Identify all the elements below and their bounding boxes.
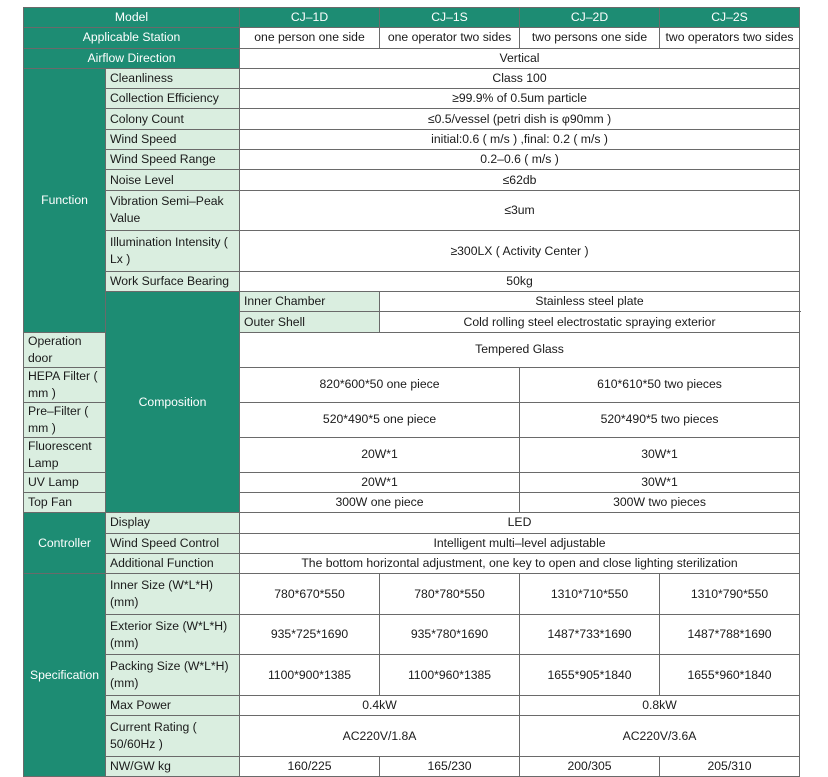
row-value: ≥99.9% of 0.5um particle: [240, 89, 800, 109]
airflow-row: [24, 48, 800, 68]
applicable-station-row: [24, 28, 800, 48]
row-value: 935*780*1690: [380, 614, 520, 655]
table-row: [24, 170, 800, 190]
row-value: 1100*900*1385: [240, 655, 380, 696]
row-value: 300W one piece: [240, 493, 520, 513]
row-label: Max Power: [106, 696, 240, 716]
spec-table: [23, 7, 800, 777]
group-function: Function: [24, 68, 106, 332]
group-specification: Specification: [24, 574, 106, 777]
row-value: 0.8kW: [520, 696, 800, 716]
row-label: NW/GW kg: [106, 756, 240, 776]
row-value: 30W*1: [520, 437, 800, 472]
row-label: Colony Count: [106, 109, 240, 129]
row-label: Exterior Size (W*L*H)(mm): [106, 614, 240, 655]
row-label: Wind Speed: [106, 129, 240, 149]
applicable-station-value: one operator two sides: [380, 28, 520, 48]
row-value: 780*780*550: [380, 574, 520, 615]
row-label: HEPA Filter ( mm ): [24, 367, 106, 402]
row-label: Outer Shell: [240, 312, 380, 332]
row-label: Pre–Filter ( mm ): [24, 402, 106, 437]
row-value: 165/230: [380, 756, 520, 776]
row-value: 1487*733*1690: [520, 614, 660, 655]
row-label: Collection Efficiency: [106, 89, 240, 109]
row-value: 0.2–0.6 ( m/s ): [240, 150, 800, 170]
row-value: 300W two pieces: [520, 493, 800, 513]
row-value: 20W*1: [240, 437, 520, 472]
row-value: initial:0.6 ( m/s ) ,final: 0.2 ( m/s ): [240, 129, 800, 149]
row-value: 610*610*50 two pieces: [520, 367, 800, 402]
row-value: 205/310: [660, 756, 800, 776]
table-row: [24, 716, 800, 757]
row-label: Vibration Semi–Peak Value: [106, 190, 240, 231]
row-value: 0.4kW: [240, 696, 520, 716]
applicable-station-value: two operators two sides: [660, 28, 800, 48]
model-cj-2d: CJ–2D: [520, 8, 660, 28]
row-label: Cleanliness: [106, 68, 240, 88]
row-value: ≤62db: [240, 170, 800, 190]
applicable-station-value: one person one side: [240, 28, 380, 48]
row-value: 30W*1: [520, 472, 800, 492]
row-label: Noise Level: [106, 170, 240, 190]
table-row: [24, 231, 800, 272]
row-value: 780*670*550: [240, 574, 380, 615]
table-row: [24, 553, 800, 573]
row-label: Fluorescent Lamp: [24, 437, 106, 472]
row-value: AC220V/1.8A: [240, 716, 520, 757]
row-value: 160/225: [240, 756, 380, 776]
group-controller: Controller: [24, 513, 106, 574]
row-label: Display: [106, 513, 240, 533]
table-row: [24, 68, 800, 88]
row-value: Cold rolling steel electrostatic spraying exterior: [380, 312, 800, 332]
table-row: [24, 292, 800, 312]
row-value: 1100*960*1385: [380, 655, 520, 696]
row-value: ≤3um: [240, 190, 800, 231]
model-label: Model: [24, 8, 240, 28]
row-label: Inner Size (W*L*H)(mm): [106, 574, 240, 615]
table-row: [24, 190, 800, 231]
row-value: LED: [240, 513, 800, 533]
airflow-value: Vertical: [240, 48, 800, 68]
row-value: 820*600*50 one piece: [240, 367, 520, 402]
table-row: [24, 109, 800, 129]
row-label: Packing Size (W*L*H)(mm): [106, 655, 240, 696]
header-row: [24, 8, 800, 28]
row-label: UV Lamp: [24, 472, 106, 492]
table-row: [24, 696, 800, 716]
applicable-station-value: two persons one side: [520, 28, 660, 48]
row-value: 1487*788*1690: [660, 614, 800, 655]
model-cj-1s: CJ–1S: [380, 8, 520, 28]
row-label: Illumination Intensity ( Lx ): [106, 231, 240, 272]
table-row: [24, 89, 800, 109]
applicable-station-label: Applicable Station: [24, 28, 240, 48]
row-value: 1655*960*1840: [660, 655, 800, 696]
row-value: 520*490*5 two pieces: [520, 402, 800, 437]
table-row: [24, 756, 800, 776]
table-row: [24, 614, 800, 655]
table-row: [24, 129, 800, 149]
row-value: Intelligent multi–level adjustable: [240, 533, 800, 553]
row-value: 1655*905*1840: [520, 655, 660, 696]
row-value: ≤0.5/vessel (petri dish is φ90mm ): [240, 109, 800, 129]
model-cj-2s: CJ–2S: [660, 8, 800, 28]
group-composition: Composition: [106, 292, 240, 513]
row-value: 1310*790*550: [660, 574, 800, 615]
row-value: AC220V/3.6A: [520, 716, 800, 757]
row-value: Tempered Glass: [240, 332, 800, 367]
row-label: Operation door: [24, 332, 106, 367]
row-value: 20W*1: [240, 472, 520, 492]
row-value: 50kg: [240, 271, 800, 291]
row-label: Current Rating ( 50/60Hz ): [106, 716, 240, 757]
row-value: 1310*710*550: [520, 574, 660, 615]
table-row: [24, 271, 800, 291]
table-row: [24, 574, 800, 615]
row-label: Wind Speed Control: [106, 533, 240, 553]
row-value: ≥300LX ( Activity Center ): [240, 231, 800, 272]
table-row: [24, 533, 800, 553]
row-label: Work Surface Bearing: [106, 271, 240, 291]
row-value: 520*490*5 one piece: [240, 402, 520, 437]
row-label: Top Fan: [24, 493, 106, 513]
row-value: Stainless steel plate: [380, 292, 800, 312]
row-label: Inner Chamber: [240, 292, 380, 312]
row-value: The bottom horizontal adjustment, one key to open and close lighting sterilization: [240, 553, 800, 573]
row-value: 200/305: [520, 756, 660, 776]
airflow-label: Airflow Direction: [24, 48, 240, 68]
table-row: [24, 150, 800, 170]
model-cj-1d: CJ–1D: [240, 8, 380, 28]
table-row: [24, 513, 800, 533]
row-label: Wind Speed Range: [106, 150, 240, 170]
row-label: Additional Function: [106, 553, 240, 573]
table-row: [24, 655, 800, 696]
row-value: Class 100: [240, 68, 800, 88]
row-value: 935*725*1690: [240, 614, 380, 655]
